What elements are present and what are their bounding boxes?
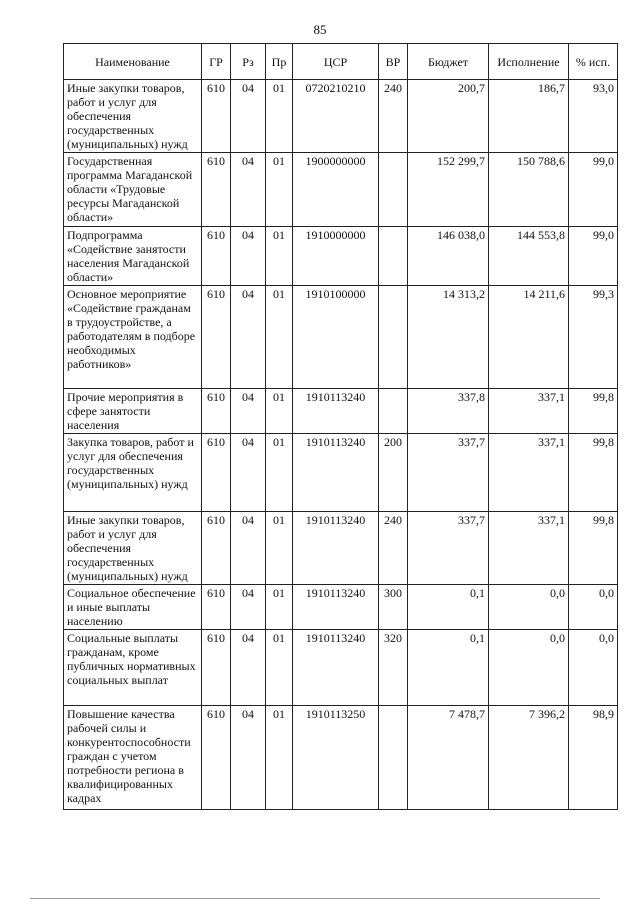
row-name: Иные закупки товаров, работ и услуг для обеспечения государственных (муниципальных) нужд <box>64 512 202 585</box>
row-budget: 146 038,0 <box>408 227 489 286</box>
row-csr: 1910113240 <box>293 434 379 512</box>
row-rz: 04 <box>231 585 266 630</box>
row-execution: 7 396,2 <box>489 706 569 810</box>
row-rz: 04 <box>231 286 266 389</box>
row-execution: 337,1 <box>489 512 569 585</box>
row-rz: 04 <box>231 153 266 227</box>
row-vr: 300 <box>379 585 408 630</box>
row-pr: 01 <box>266 286 293 389</box>
row-percent: 99,8 <box>569 389 618 434</box>
row-budget: 200,7 <box>408 80 489 153</box>
row-gr: 610 <box>202 585 231 630</box>
table-row <box>64 585 618 630</box>
table-row <box>64 434 618 512</box>
bottom-divider <box>30 898 600 899</box>
row-pr: 01 <box>266 227 293 286</box>
row-name: Повышение качества рабочей силы и конкурентоспособности граждан с учетом потребности региона в квалифицированных кадрах <box>64 706 202 810</box>
row-vr <box>379 227 408 286</box>
table-row <box>64 286 618 389</box>
row-gr: 610 <box>202 706 231 810</box>
row-percent: 93,0 <box>569 80 618 153</box>
row-name: Государственная программа Магаданской области «Трудовые ресурсы Магаданской области» <box>64 153 202 227</box>
header-vr: ВР <box>379 44 408 80</box>
row-rz: 04 <box>231 389 266 434</box>
table-row <box>64 706 618 810</box>
row-rz: 04 <box>231 434 266 512</box>
row-execution: 144 553,8 <box>489 227 569 286</box>
row-execution: 186,7 <box>489 80 569 153</box>
header-name: Наименование <box>64 44 202 80</box>
row-gr: 610 <box>202 630 231 706</box>
header-execution: Исполнение <box>489 44 569 80</box>
table-row <box>64 153 618 227</box>
row-budget: 152 299,7 <box>408 153 489 227</box>
row-rz: 04 <box>231 80 266 153</box>
row-csr: 1910113240 <box>293 389 379 434</box>
row-csr: 1910113240 <box>293 630 379 706</box>
row-pr: 01 <box>266 706 293 810</box>
row-vr <box>379 706 408 810</box>
row-gr: 610 <box>202 80 231 153</box>
row-execution: 0,0 <box>489 585 569 630</box>
header-pr: Пр <box>266 44 293 80</box>
row-percent: 99,8 <box>569 434 618 512</box>
row-percent: 99,3 <box>569 286 618 389</box>
row-gr: 610 <box>202 153 231 227</box>
row-budget: 0,1 <box>408 585 489 630</box>
row-budget: 7 478,7 <box>408 706 489 810</box>
row-execution: 150 788,6 <box>489 153 569 227</box>
row-percent: 0,0 <box>569 585 618 630</box>
row-pr: 01 <box>266 630 293 706</box>
header-csr: ЦСР <box>293 44 379 80</box>
header-budget: Бюджет <box>408 44 489 80</box>
row-name: Подпрограмма «Содействие занятости населения Магаданской области» <box>64 227 202 286</box>
table-header-row <box>64 44 618 80</box>
row-vr: 200 <box>379 434 408 512</box>
row-rz: 04 <box>231 512 266 585</box>
row-percent: 0,0 <box>569 630 618 706</box>
row-csr: 1900000000 <box>293 153 379 227</box>
row-gr: 610 <box>202 512 231 585</box>
row-csr: 0720210210 <box>293 80 379 153</box>
row-rz: 04 <box>231 706 266 810</box>
table-row <box>64 227 618 286</box>
row-percent: 98,9 <box>569 706 618 810</box>
row-name: Социальные выплаты гражданам, кроме публичных нормативных социальных выплат <box>64 630 202 706</box>
row-budget: 337,8 <box>408 389 489 434</box>
row-vr: 240 <box>379 512 408 585</box>
row-name: Иные закупки товаров, работ и услуг для обеспечения государственных (муниципальных) нужд <box>64 80 202 153</box>
row-pr: 01 <box>266 434 293 512</box>
row-budget: 337,7 <box>408 434 489 512</box>
row-budget: 337,7 <box>408 512 489 585</box>
row-vr: 320 <box>379 630 408 706</box>
header-gr: ГР <box>202 44 231 80</box>
row-csr: 1910113240 <box>293 585 379 630</box>
row-gr: 610 <box>202 227 231 286</box>
row-name: Прочие мероприятия в сфере занятости населения <box>64 389 202 434</box>
row-csr: 1910113240 <box>293 512 379 585</box>
row-rz: 04 <box>231 630 266 706</box>
row-percent: 99,0 <box>569 153 618 227</box>
row-pr: 01 <box>266 512 293 585</box>
row-pr: 01 <box>266 585 293 630</box>
row-csr: 1910113250 <box>293 706 379 810</box>
row-gr: 610 <box>202 389 231 434</box>
row-pr: 01 <box>266 389 293 434</box>
table-row <box>64 389 618 434</box>
row-name: Социальное обеспечение и иные выплаты населению <box>64 585 202 630</box>
row-execution: 0,0 <box>489 630 569 706</box>
row-percent: 99,0 <box>569 227 618 286</box>
row-vr: 240 <box>379 80 408 153</box>
row-csr: 1910000000 <box>293 227 379 286</box>
row-pr: 01 <box>266 80 293 153</box>
row-vr <box>379 153 408 227</box>
row-gr: 610 <box>202 434 231 512</box>
row-name: Закупка товаров, работ и услуг для обеспечения государственных (муниципальных) нужд <box>64 434 202 512</box>
row-budget: 0,1 <box>408 630 489 706</box>
row-vr <box>379 286 408 389</box>
row-percent: 99,8 <box>569 512 618 585</box>
row-rz: 04 <box>231 227 266 286</box>
row-execution: 337,1 <box>489 389 569 434</box>
budget-execution-table <box>63 43 618 810</box>
table-row <box>64 80 618 153</box>
row-csr: 1910100000 <box>293 286 379 389</box>
row-execution: 14 211,6 <box>489 286 569 389</box>
row-execution: 337,1 <box>489 434 569 512</box>
row-pr: 01 <box>266 153 293 227</box>
row-budget: 14 313,2 <box>408 286 489 389</box>
header-percent: % исп. <box>569 44 618 80</box>
row-vr <box>379 389 408 434</box>
page-number: 85 <box>313 22 327 37</box>
row-name: Основное мероприятие «Содействие гражданам в трудоустройстве, а работодателям в подборе необходимых работников» <box>64 286 202 389</box>
table-row <box>64 512 618 585</box>
row-gr: 610 <box>202 286 231 389</box>
header-rz: Рз <box>231 44 266 80</box>
table-row <box>64 630 618 706</box>
